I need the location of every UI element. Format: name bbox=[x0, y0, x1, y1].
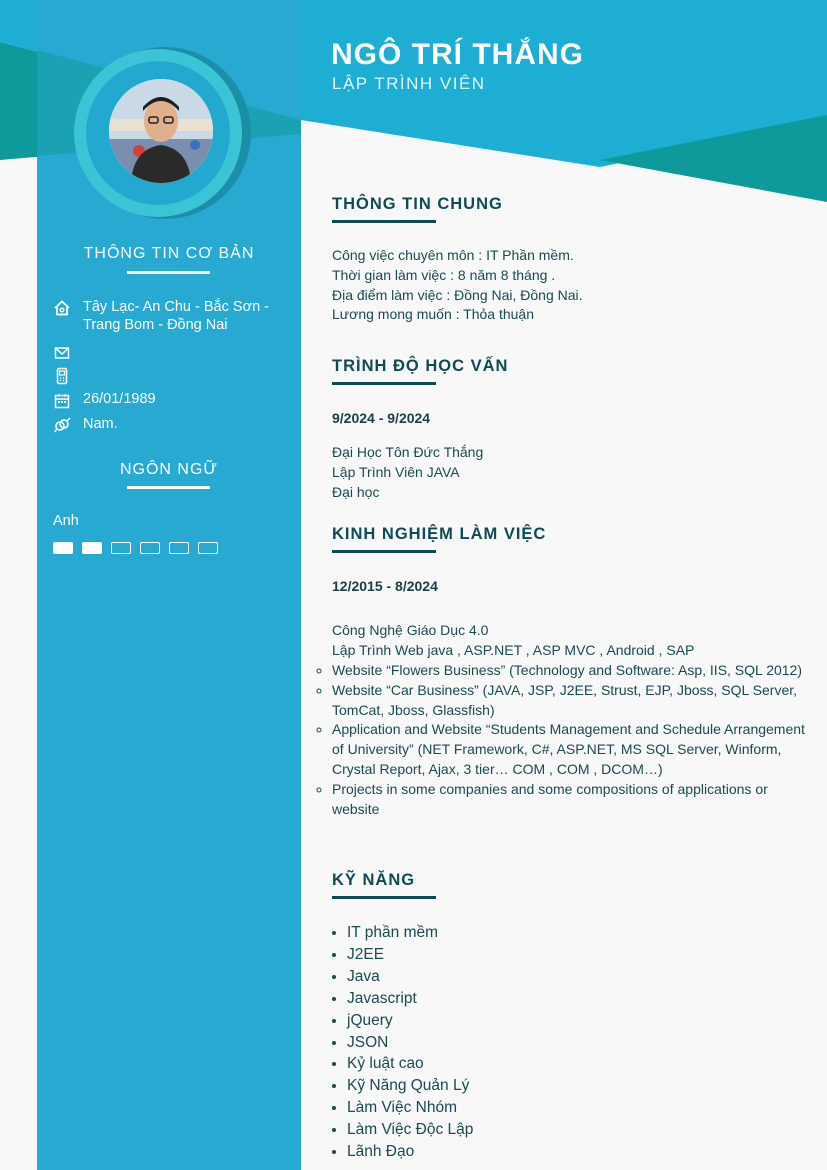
education-details bbox=[332, 443, 802, 502]
basic-info-title: THÔNG TIN CƠ BẢN bbox=[83, 245, 255, 262]
gender-icon bbox=[53, 416, 71, 434]
list-item: • Javascript bbox=[347, 988, 473, 1010]
experience-period: 12/2015 - 8/2024 bbox=[332, 578, 438, 594]
general-title: THÔNG TIN CHUNG bbox=[332, 195, 503, 213]
language-title: NGÔN NGỮ bbox=[119, 461, 219, 478]
general-underline bbox=[332, 220, 436, 223]
calendar-icon bbox=[53, 392, 71, 410]
language-level-dot bbox=[82, 542, 102, 554]
list-item: ◦ Website “Car Business” (JAVA, JSP, J2EE, Strust, EJP, Jboss, SQL Server, TomCat, Jboss, Glassfish) bbox=[332, 681, 812, 721]
list-item: ◦ Projects in some companies and some compositions of applications or website bbox=[332, 780, 812, 820]
skills-title: KỸ NĂNG bbox=[332, 871, 416, 889]
gender-text: Nam. bbox=[83, 416, 118, 432]
basic-info-underline bbox=[127, 271, 210, 274]
language-level-dot bbox=[111, 542, 131, 554]
home-icon bbox=[53, 299, 71, 317]
language-level-dot bbox=[140, 542, 160, 554]
list-item: ◦ Website “Flowers Business” (Technology and Software: Asp, IIS, SQL 2012) bbox=[332, 661, 812, 681]
experience-title: KINH NGHIỆM LÀM VIỆC bbox=[332, 525, 547, 543]
candidate-role: LẬP TRÌNH VIÊN bbox=[332, 74, 486, 93]
list-item: • Java bbox=[347, 966, 473, 988]
general-line: Địa điểm làm việc : Đồng Nai, Đồng Nai. bbox=[332, 286, 583, 303]
general-line: Công việc chuyên môn : IT Phần mềm. bbox=[332, 247, 574, 263]
education-title: TRÌNH ĐỘ HỌC VẤN bbox=[332, 357, 509, 375]
skills-underline bbox=[332, 896, 436, 899]
candidate-name: NGÔ TRÍ THẮNG bbox=[331, 38, 584, 71]
general-line: Thời gian làm việc : 8 năm 8 tháng . bbox=[332, 266, 556, 283]
language-underline bbox=[127, 486, 210, 489]
list-item: • Lãnh Đạo bbox=[347, 1141, 473, 1163]
general-line: Lương mong muốn : Thỏa thuận bbox=[332, 306, 534, 323]
experience-position: Lập Trình Web java , ASP.NET , ASP MVC , Android , SAP bbox=[332, 641, 695, 658]
address-text: Tây Lạc- An Chu - Bắc Sơn - Trang Bom - Đồng Nai bbox=[83, 299, 270, 333]
list-item: • Kỹ Năng Quản Lý bbox=[347, 1075, 473, 1097]
list-item: • JSON bbox=[347, 1032, 473, 1054]
education-period: 9/2024 - 9/2024 bbox=[332, 410, 431, 426]
skills-list bbox=[330, 922, 473, 1163]
list-item: • Làm Việc Nhóm bbox=[347, 1097, 473, 1119]
general-info bbox=[332, 246, 802, 325]
education-major: Lập Trình Viên JAVA bbox=[332, 463, 460, 480]
education-underline bbox=[332, 382, 436, 385]
list-item: • IT phần mềm bbox=[347, 922, 473, 944]
list-item: ◦ Application and Website “Students Management and Schedule Arrangement of University” (NET Framework, C#, ASP.NET, MS SQL Server, Winform, Crystal Report, Ajax, 3 tier… COM , COM , DCOM…) bbox=[332, 720, 812, 779]
list-item: • J2EE bbox=[347, 944, 473, 966]
list-item: • jQuery bbox=[347, 1010, 473, 1032]
mail-icon bbox=[53, 344, 71, 362]
education-degree: Đại học bbox=[332, 483, 380, 500]
language-level-dot bbox=[198, 542, 218, 554]
avatar bbox=[109, 79, 213, 183]
language-level-dot bbox=[169, 542, 189, 554]
list-item: • Kỷ luật cao bbox=[347, 1053, 473, 1075]
experience-company-block bbox=[332, 621, 802, 661]
language-level-dot bbox=[53, 542, 73, 554]
experience-underline bbox=[332, 550, 436, 553]
birthday-text: 26/01/1989 bbox=[83, 391, 156, 407]
phone-icon bbox=[53, 367, 71, 385]
language-name: Anh bbox=[53, 513, 79, 529]
education-school: Đại Học Tôn Đức Thắng bbox=[332, 444, 484, 460]
experience-projects bbox=[314, 661, 812, 819]
list-item: • Làm Việc Độc Lập bbox=[347, 1119, 473, 1141]
experience-company: Công Nghệ Giáo Dục 4.0 bbox=[332, 622, 489, 638]
